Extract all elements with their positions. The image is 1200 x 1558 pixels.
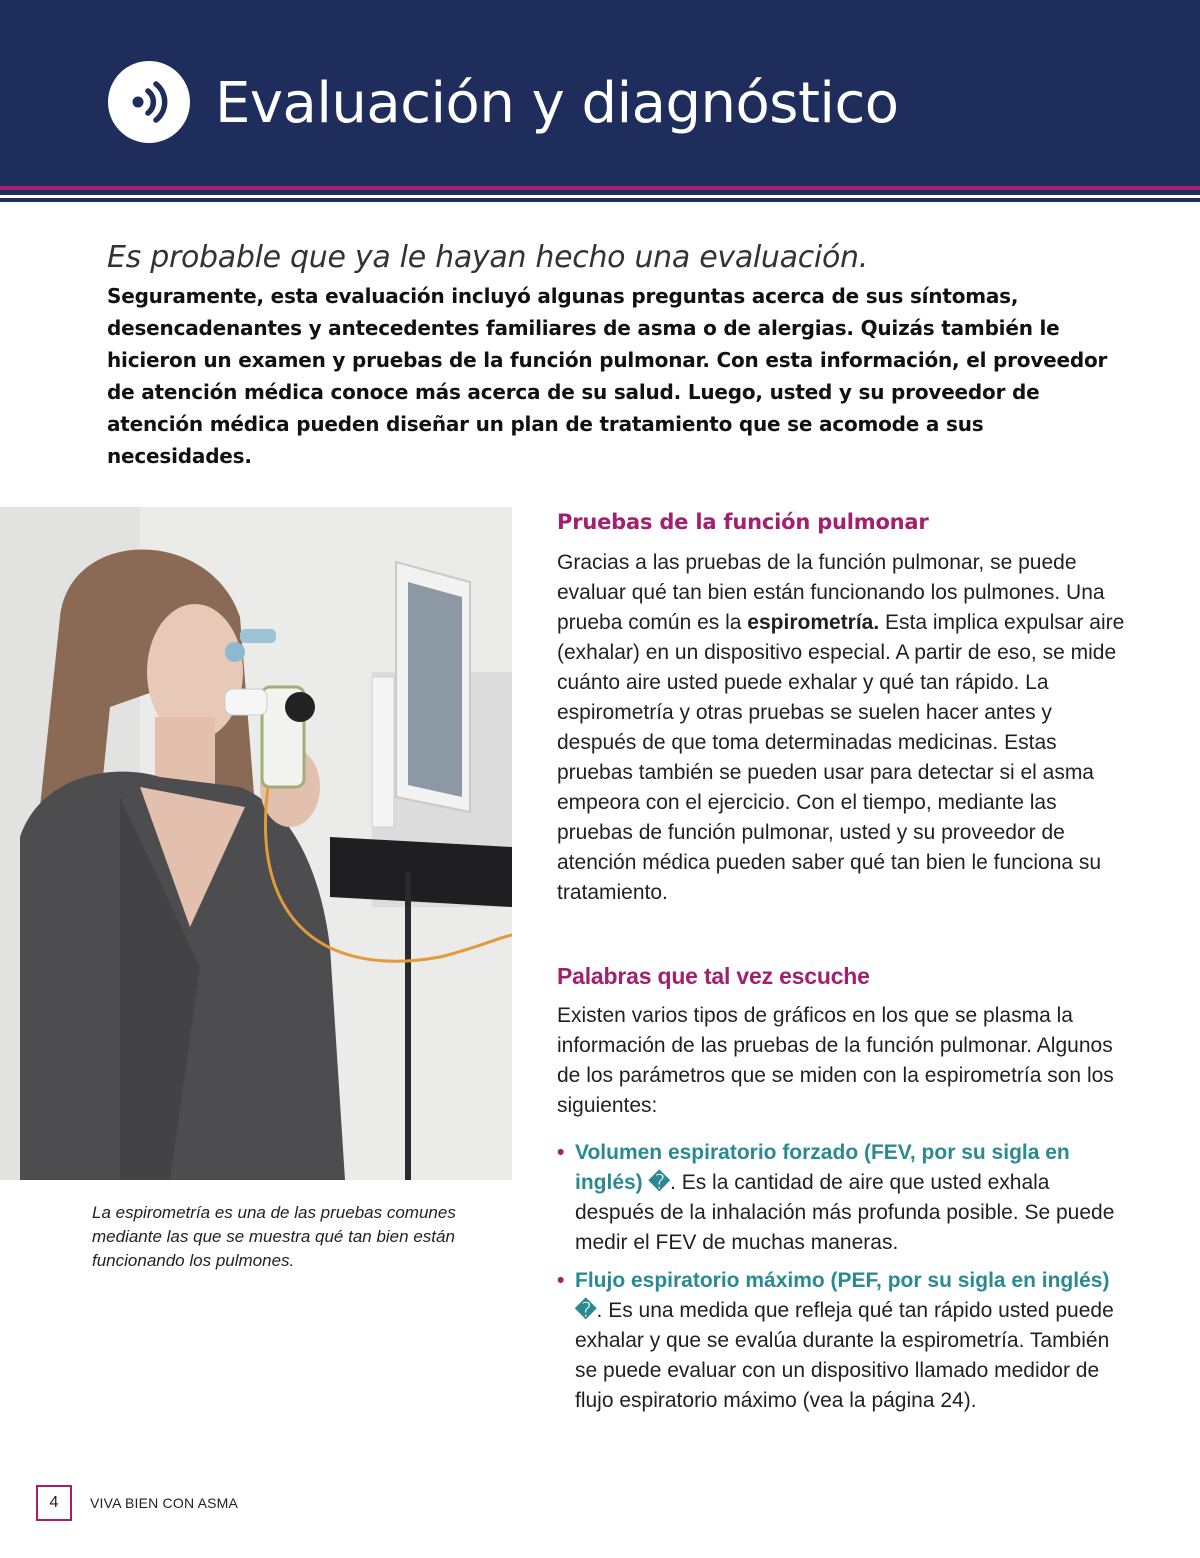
parameter-list [557,1138,1127,1424]
lung-text-before: Gracias a las pruebas de la función pulmonar, se puede evaluar qué tan bien están funcionando los pulmones. Una prueba común es la [557,551,1105,634]
spirometry-photo [0,507,512,1180]
bullet-marker: • [557,1269,565,1292]
pef-description: . Es una medida que refleja qué tan rápido usted puede exhalar y que se evalúa durante la espirometría. También se puede evaluar con un dispositivo llamado medidor de flujo espiratorio máximo (vea la página 24). [575,1299,1114,1412]
fev-description: . Es la cantidad de aire que usted exhala después de la inhalación más profunda posible. Se puede medir el FEV de muchas maneras. [575,1171,1115,1254]
lung-text-after: Esta implica expulsar aire (exhalar) en un dispositivo especial. A partir de eso, se mide cuánto aire usted puede exhalar y qué tan rápido. La espirometría y otras pruebas se suelen hacer antes y después de que toma determinadas medicinas. Estas pruebas también se pueden usar para detectar si el asma empeora con el ejercicio. Con el tiempo, mediante las pruebas de función pulmonar, usted y su proveedor de atención médica pueden saber qué tan bien le funciona su tratamiento. [557,611,1125,904]
lung-function-heading: Pruebas de la función pulmonar [557,510,929,534]
list-item [557,1138,1127,1258]
lung-function-paragraph [557,548,1127,908]
intro-body: Seguramente, esta evaluación incluyó algunas preguntas acerca de sus síntomas, desencadenantes y antecedentes familiares de asma o de alergias. Quizás también le hicieron un examen y pruebas de la función pulmonar. Con esta información, el proveedor de atención médica conoce más acerca de su salud. Luego, usted y su proveedor de atención médica pueden diseñar un plan de tratamiento que se acomode a sus necesidades. [107,284,1108,468]
fev-term: Volumen espiratorio forzado (FEV, por su sigla en inglés) � [575,1141,1070,1194]
spirometry-term: espirometría. [747,611,880,634]
words-heading: Palabras que tal vez escuche [557,963,870,989]
words-paragraph: Existen varios tipos de gráficos en los que se plasma la información de las pruebas de la función pulmonar. Algunos de los parámetros que se miden con la espirometría son los siguientes: [557,1004,1114,1117]
bullet-marker: • [557,1141,565,1164]
page-number: 4 [36,1485,72,1521]
header-stripe-navy-bottom [0,198,1200,202]
list-item [557,1266,1127,1416]
publication-name: VIVA BIEN CON ASMA [90,1495,239,1511]
sound-waves-icon [108,61,190,143]
photo-caption: La espirometría es una de las pruebas comunes mediante las que se muestra qué tan bien están funcionando los pulmones. [92,1203,456,1270]
page-title: Evaluación y diagnóstico [215,71,899,136]
pef-term: Flujo espiratorio máximo (PEF, por su sigla en inglés) � [575,1269,1110,1322]
intro-heading: Es probable que ya le hayan hecho una evaluación. [107,240,868,275]
